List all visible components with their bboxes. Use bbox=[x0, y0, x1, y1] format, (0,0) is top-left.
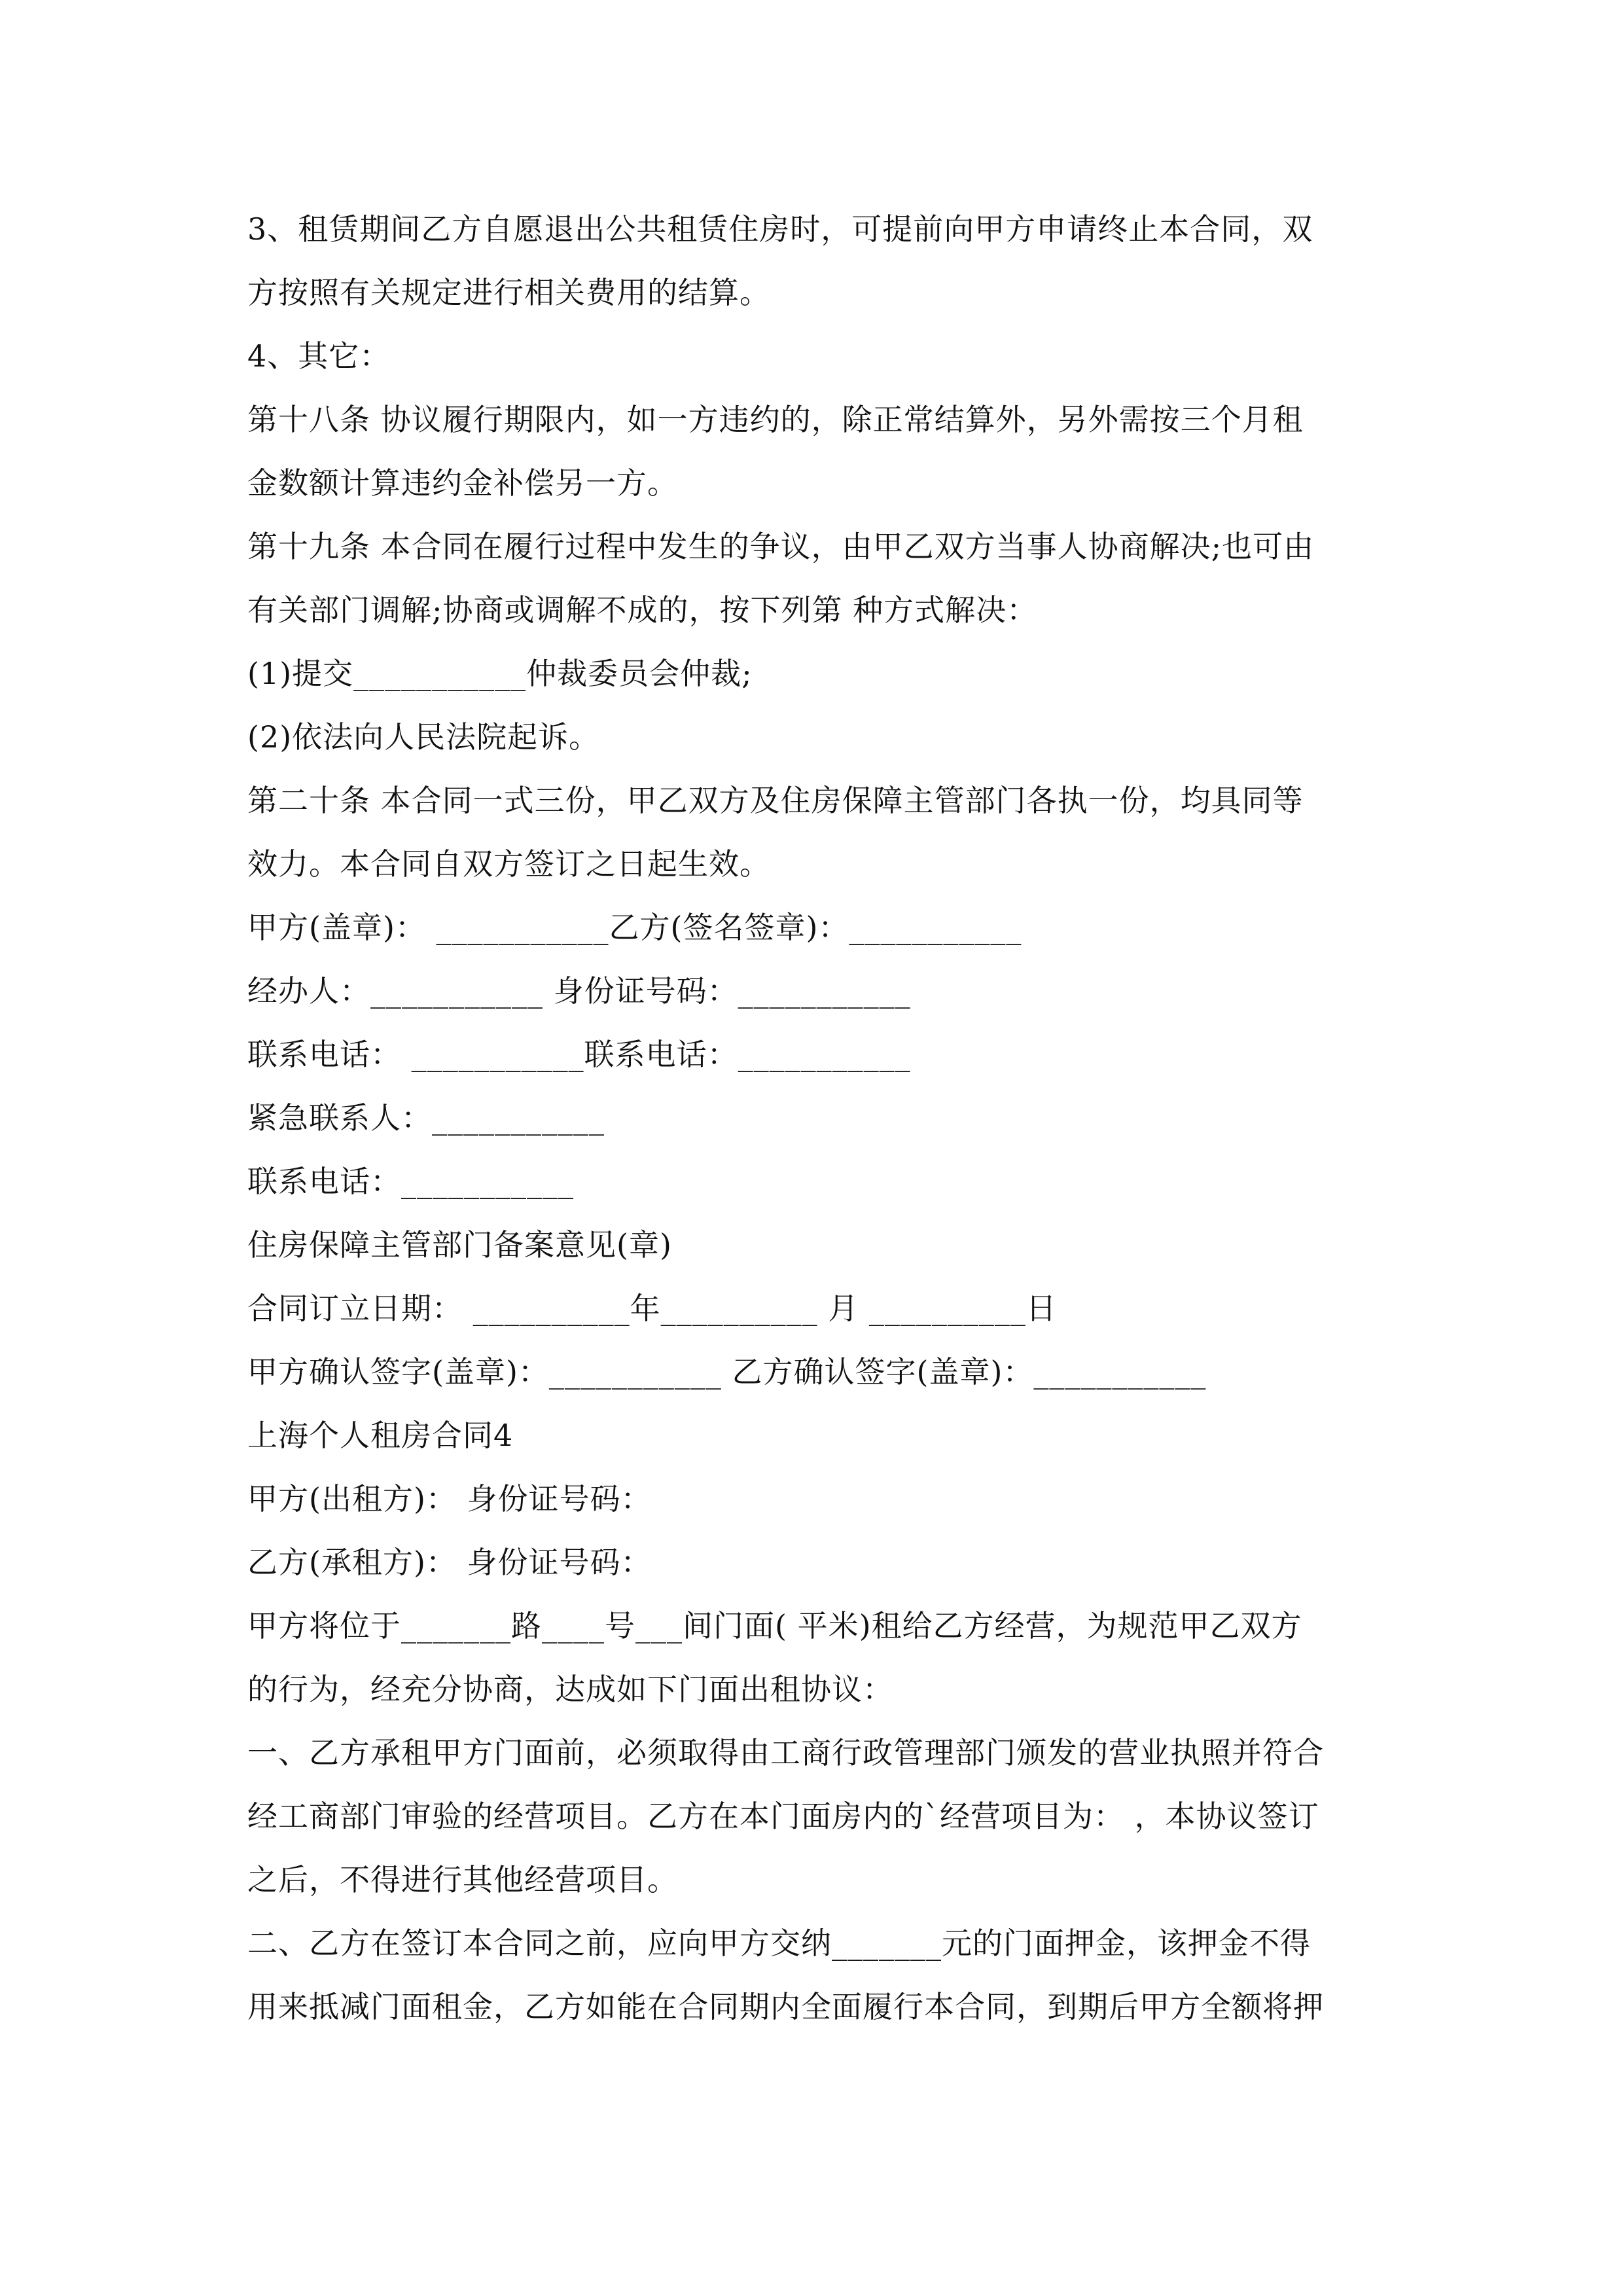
text-line: 甲方(出租方)： 身份证号码： bbox=[247, 1481, 652, 1516]
text-line: 乙方(承租方)： 身份证号码： bbox=[247, 1545, 652, 1580]
text-line: 甲方确认签字(盖章)：___________ 乙方确认签字(盖章)：___________ bbox=[247, 1354, 1207, 1390]
text-line: 第十八条 协议履行期限内，如一方违约的，除正常结算外，另外需按三个月租 bbox=[247, 402, 1304, 437]
text-line: 经办人：___________ 身份证号码：___________ bbox=[247, 973, 911, 1009]
text-line: 紧急联系人：___________ bbox=[247, 1100, 605, 1136]
text-line: 合同订立日期： __________年__________ 月 __________日 bbox=[247, 1291, 1057, 1326]
text-line: 经工商部门审验的经营项目。乙方在本门面房内的`经营项目为： ，本协议签订 bbox=[247, 1799, 1319, 1834]
document-body bbox=[247, 198, 1373, 2039]
section-title: 上海个人租房合同4 bbox=[247, 1418, 514, 1453]
text-line: 甲方(盖章)： ___________乙方(签名签章)：___________ bbox=[247, 910, 1022, 945]
text-line: 第十九条 本合同在履行过程中发生的争议，由甲乙双方当事人协商解决;也可由 bbox=[247, 529, 1315, 564]
text-line: (1)提交___________仲裁委员会仲裁; bbox=[247, 656, 753, 691]
text-line: 金数额计算违约金补偿另一方。 bbox=[247, 465, 678, 501]
text-line: 效力。本合同自双方签订之日起生效。 bbox=[247, 846, 770, 882]
text-line: 有关部门调解;协商或调解不成的，按下列第 种方式解决： bbox=[247, 592, 1038, 628]
text-line: 用来抵减门面租金，乙方如能在合同期内全面履行本合同，到期后甲方全额将押 bbox=[247, 1989, 1324, 2024]
text-line: 甲方将位于_______路____号___间门面( 平米)租给乙方经营，为规范甲乙双方 bbox=[247, 1608, 1302, 1643]
text-line: 3、租赁期间乙方自愿退出公共租赁住房时，可提前向甲方申请终止本合同，双 bbox=[247, 211, 1313, 247]
text-line: 住房保障主管部门备案意见(章) bbox=[247, 1227, 672, 1263]
text-line: 联系电话： ___________联系电话：___________ bbox=[247, 1037, 911, 1072]
text-line: 4、其它： bbox=[247, 338, 391, 374]
text-line: 的行为，经充分协商，达成如下门面出租协议： bbox=[247, 1672, 893, 1707]
text-line: 二、乙方在签订本合同之前，应向甲方交纳_______元的门面押金，该押金不得 bbox=[247, 1926, 1311, 1961]
text-line: (2)依法向人民法院起诉。 bbox=[247, 719, 600, 755]
text-line: 联系电话：___________ bbox=[247, 1164, 574, 1199]
text-line: 之后，不得进行其他经营项目。 bbox=[247, 1862, 678, 1897]
text-line: 方按照有关规定进行相关费用的结算。 bbox=[247, 275, 770, 310]
text-line: 一、乙方承租甲方门面前，必须取得由工商行政管理部门颁发的营业执照并符合 bbox=[247, 1735, 1324, 1770]
text-line: 第二十条 本合同一式三份，甲乙双方及住房保障主管部门各执一份，均具同等 bbox=[247, 783, 1304, 818]
